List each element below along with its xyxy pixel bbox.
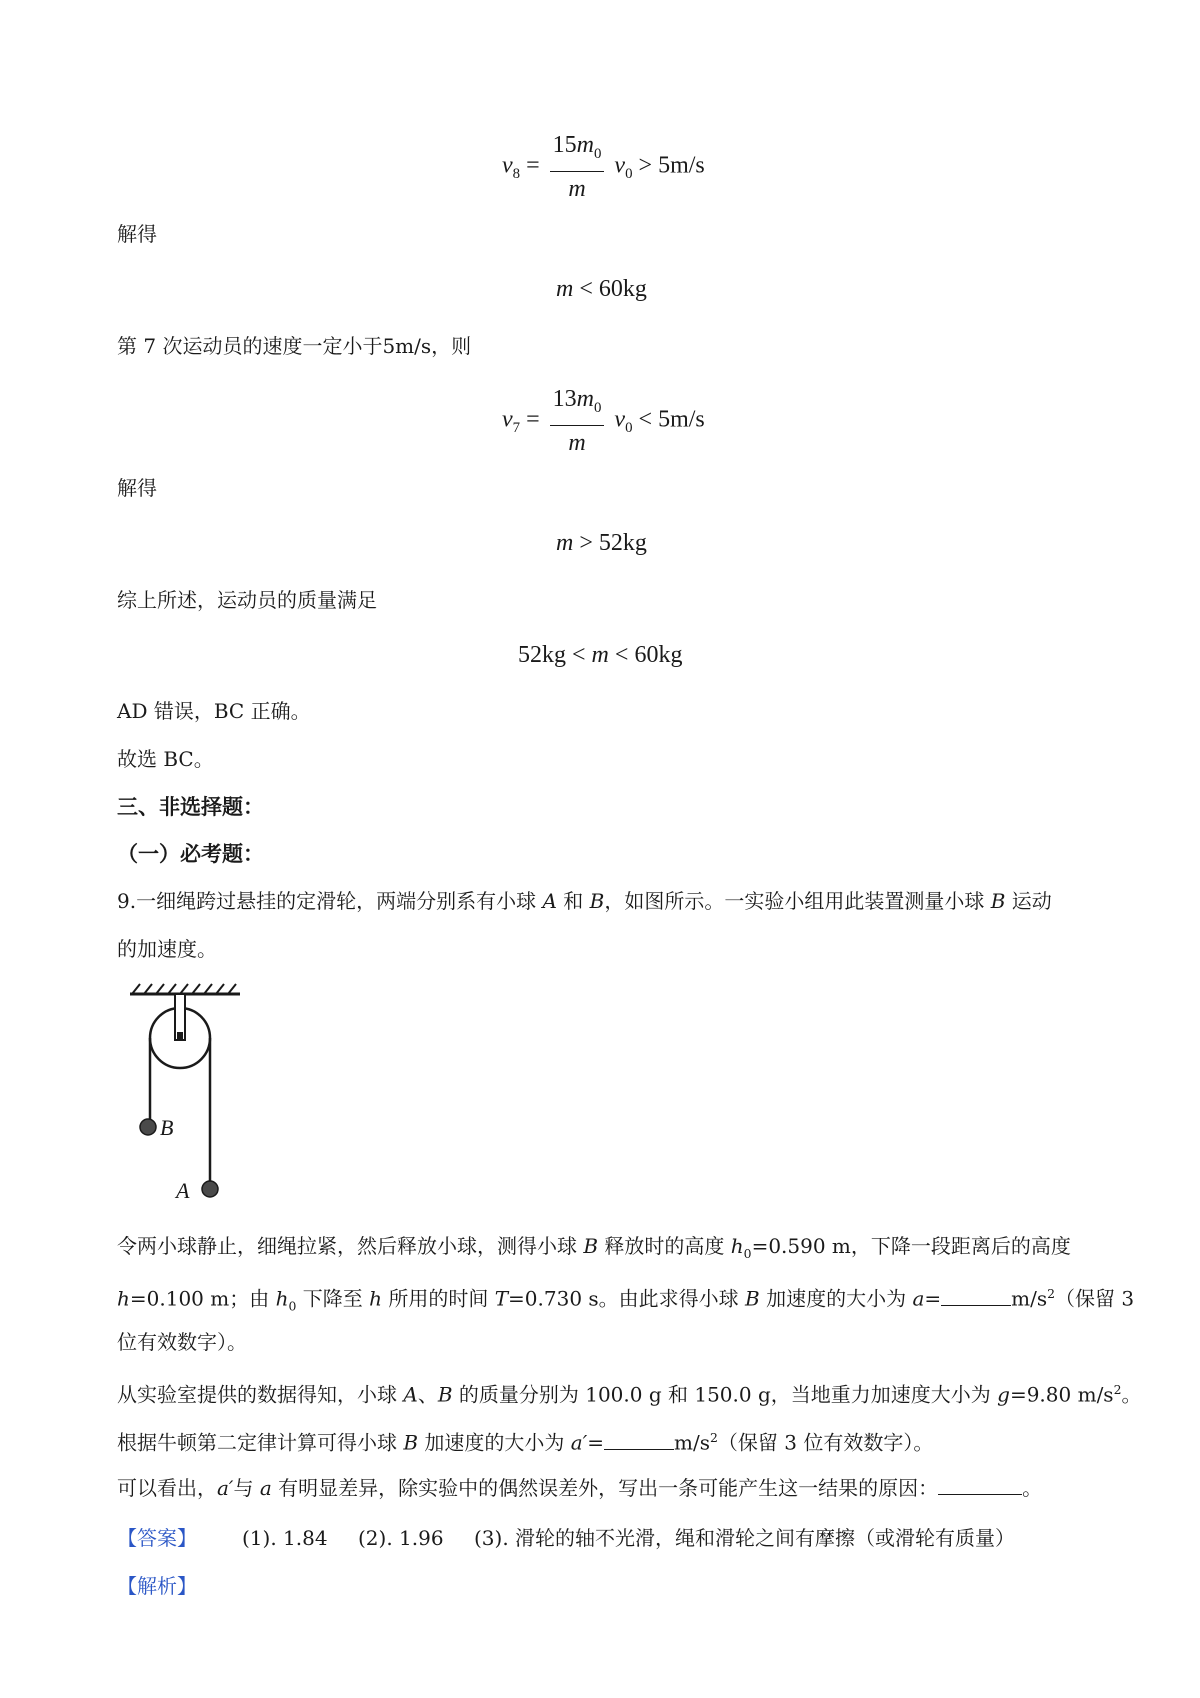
- text-span: 加速度的大小为: [759, 1286, 913, 1311]
- paragraph-1-line-2: [117, 1280, 1134, 1321]
- eq-value: 5m/s: [658, 152, 705, 179]
- ball-b-symbol: B: [583, 1234, 599, 1258]
- text-span: 释放时的高度: [598, 1234, 731, 1258]
- text-span: =0.590 m，下降一段距离后的高度: [751, 1234, 1071, 1258]
- text-span: 根据牛顿第二定律计算可得小球: [117, 1430, 404, 1455]
- text-span: 从实验室提供的数据得知，小球: [117, 1382, 404, 1407]
- text-span: （保留 3: [1055, 1286, 1135, 1311]
- superscript: 2: [1047, 1286, 1056, 1301]
- answer-blank-1[interactable]: [941, 1287, 1011, 1306]
- g-symbol: g: [997, 1382, 1010, 1407]
- question-9-line-2: 的加速度。: [117, 937, 217, 961]
- eq-symbol: m: [576, 132, 594, 158]
- equation-v7: [502, 384, 705, 458]
- t-symbol: T: [494, 1286, 509, 1311]
- text-line: 故选 BC。: [117, 747, 214, 771]
- eq-operator: <: [579, 276, 593, 302]
- text-span: 的质量分别为 100.0 g 和 150.0 g，当地重力加速度大小为: [452, 1382, 998, 1407]
- a-prime-symbol: a′: [217, 1476, 234, 1500]
- h0-symbol: h: [275, 1286, 289, 1311]
- superscript: 2: [709, 1430, 718, 1445]
- ceiling-hatching: [130, 984, 240, 994]
- eq-value: 5m/s: [658, 406, 705, 433]
- text-span: 、: [417, 1382, 438, 1407]
- text-span: （保留 3 位有效数字）。: [717, 1430, 934, 1455]
- text-line: AD 错误，BC 正确。: [117, 699, 311, 723]
- equation-v8: [502, 130, 705, 204]
- text-span: =0.100 m；由: [129, 1286, 276, 1311]
- eq-value: 52kg: [598, 530, 647, 556]
- eq-symbol: m: [556, 530, 574, 556]
- text-line: 解得: [117, 222, 157, 246]
- h-symbol: h: [369, 1286, 382, 1311]
- section-heading: 三、非选择题：: [117, 795, 264, 819]
- eq-operator: <: [638, 406, 653, 433]
- fraction: [550, 384, 605, 458]
- label-b: B: [160, 1115, 174, 1140]
- text-span: 加速度的大小为: [418, 1430, 571, 1455]
- ball-a-symbol: A: [542, 889, 557, 913]
- text-span: =: [587, 1430, 605, 1455]
- eq-symbol: v: [502, 406, 513, 433]
- text-span: 和: [556, 889, 590, 913]
- answer-2: (2). 1.96: [358, 1526, 444, 1550]
- paragraph-1-line-1: [117, 1232, 1071, 1268]
- text-span: 所用的时间: [381, 1286, 495, 1311]
- eq-symbol: v: [614, 152, 626, 179]
- analysis-tag: 【解析】: [117, 1574, 197, 1598]
- question-9-line-1: [117, 887, 1052, 915]
- text-span: m/s: [674, 1430, 710, 1455]
- text-span: m/s: [1011, 1286, 1048, 1311]
- equation-range: [518, 640, 682, 670]
- ball-a-symbol: A: [403, 1382, 418, 1407]
- text-span: 。: [1121, 1382, 1142, 1407]
- eq-symbol: m: [556, 276, 574, 302]
- ball-b-symbol: B: [745, 1286, 760, 1311]
- paragraph-2: [117, 1376, 1141, 1409]
- ball-a: [202, 1181, 218, 1197]
- equation-result-1: [556, 274, 647, 304]
- eq-subscript: 0: [593, 399, 602, 416]
- ball-b-symbol: B: [437, 1382, 453, 1407]
- eq-symbol: v: [614, 406, 626, 433]
- text-span: =0.730 s。由此求得小球: [508, 1286, 746, 1311]
- text-span: 令两小球静止，细绳拉紧，然后释放小球，测得小球: [117, 1234, 584, 1258]
- paragraph-4: [117, 1474, 1042, 1502]
- pulley-axle: [177, 1032, 183, 1039]
- paragraph-1-line-3: 位有效数字）。: [117, 1330, 247, 1354]
- eq-operator: <: [614, 642, 629, 668]
- text-span: ，则: [431, 334, 472, 358]
- answer-1: (1). 1.84: [242, 1526, 328, 1550]
- ball-b-symbol: B: [990, 889, 1006, 913]
- eq-value: 60kg: [598, 276, 647, 302]
- ball-b: [140, 1119, 156, 1135]
- text-line: 解得: [117, 476, 157, 500]
- text-span: 可以看出，: [117, 1476, 217, 1500]
- subsection-heading: （一）必考题：: [117, 842, 264, 866]
- label-a: A: [176, 1178, 190, 1202]
- eq-operator: =: [526, 406, 540, 433]
- eq-number: 15: [552, 132, 577, 158]
- h0-symbol: h: [730, 1234, 744, 1258]
- subscript: 0: [743, 1246, 752, 1261]
- eq-value: 60kg: [634, 642, 683, 668]
- eq-denominator: m: [568, 175, 586, 202]
- h-symbol: h: [117, 1286, 130, 1311]
- answer-3: (3). 滑轮的轴不光滑，绳和滑轮之间有摩擦（或滑轮有质量）: [474, 1526, 1016, 1550]
- text-span: =: [924, 1286, 942, 1311]
- a-symbol: a: [259, 1476, 272, 1500]
- eq-subscript: 8: [512, 166, 521, 183]
- superscript: 2: [1113, 1382, 1122, 1397]
- ball-b-symbol: B: [403, 1430, 419, 1455]
- text-span: ，如图所示。一实验小组用此装置测量小球: [604, 889, 991, 913]
- text-span: 第 7 次运动员的速度一定小于: [117, 334, 383, 358]
- equation-result-2: [556, 528, 647, 558]
- eq-value: 52kg: [518, 642, 566, 668]
- text-line: 综上所述，运动员的质量满足: [117, 588, 377, 612]
- text-line: [117, 332, 471, 360]
- eq-subscript: 7: [512, 420, 521, 437]
- eq-subscript: 0: [625, 166, 633, 183]
- answer-blank-2[interactable]: [604, 1431, 674, 1450]
- eq-subscript: 0: [593, 145, 602, 162]
- eq-operator: <: [572, 642, 586, 668]
- text-span: 下降至: [296, 1286, 370, 1311]
- eq-symbol: m: [576, 386, 594, 412]
- a-prime-symbol: a′: [570, 1430, 588, 1455]
- text-span: 。: [1022, 1476, 1043, 1500]
- eq-operator: >: [638, 152, 653, 179]
- eq-denominator: m: [568, 429, 586, 456]
- answer-blank-3[interactable]: [938, 1476, 1022, 1495]
- text-span: 运动: [1005, 889, 1052, 913]
- eq-operator: =: [526, 152, 540, 179]
- ball-b-symbol: B: [589, 889, 605, 913]
- answer-tag: 【答案】: [117, 1526, 197, 1550]
- text-span: 5m/s: [382, 334, 432, 358]
- paragraph-3: [117, 1424, 933, 1457]
- eq-number: 13: [552, 386, 577, 412]
- eq-symbol: m: [591, 642, 609, 668]
- text-span: 9.一细绳跨过悬挂的定滑轮，两端分别系有小球: [117, 889, 543, 913]
- pulley-figure: [120, 982, 250, 1202]
- eq-operator: >: [579, 530, 593, 556]
- text-span: 有明显差异，除实验中的偶然误差外，写出一条可能产生这一结果的原因：: [271, 1476, 939, 1500]
- fraction: [550, 130, 605, 204]
- eq-symbol: v: [502, 152, 513, 179]
- subscript: 0: [288, 1298, 297, 1314]
- a-symbol: a: [912, 1286, 925, 1311]
- text-span: 与: [233, 1476, 260, 1500]
- text-span: =9.80 m/s: [1009, 1382, 1114, 1407]
- eq-subscript: 0: [625, 420, 633, 437]
